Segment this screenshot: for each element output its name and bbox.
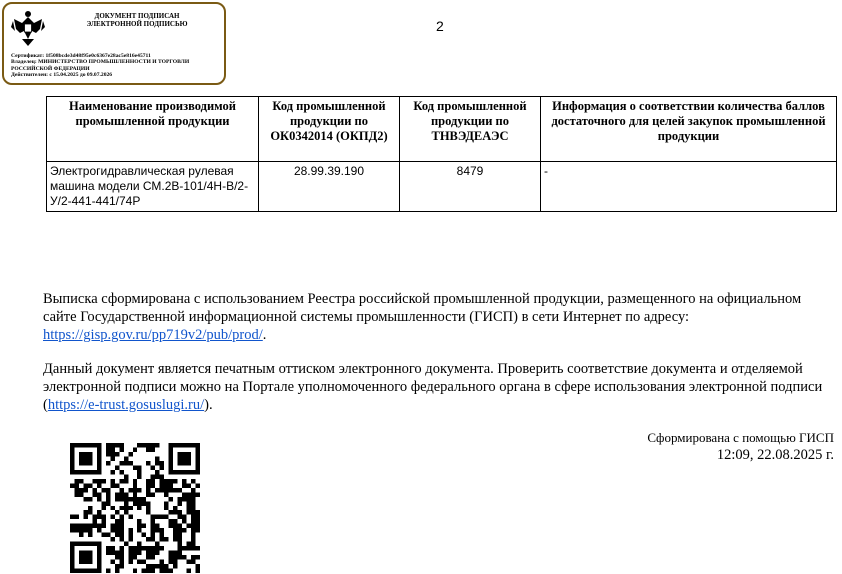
stamp-validity: Действителен: с 15.04.2025 до 09.07.2026: [11, 72, 113, 79]
stamp-owner: Владелец: МИНИСТЕРСТВО ПРОМЫШЛЕННОСТИ И ТОРГОВЛИ РОССИЙСКОЙ ФЕДЕРАЦИИ: [11, 59, 190, 72]
page-number: 2: [436, 18, 444, 34]
registry-paragraph: [43, 290, 833, 344]
table-row: [47, 162, 837, 212]
esign-tail: ).: [204, 397, 213, 413]
qr-code-icon: [70, 443, 200, 573]
cell-okpd2: 28.99.39.190: [259, 162, 400, 212]
header-points-info: Информация о соответствии количества баллов достаточного для целей закупок промышленной продукции: [541, 97, 837, 162]
table-header-row: [47, 97, 837, 162]
registry-text: Выписка сформирована с использованием Реестра российской промышленной продукции, размещенного на официальном сайте Государственной информационной системы промышленности (ГИСП) в сети Интернет по адресу:: [43, 291, 802, 325]
formed-by-label: Сформирована с помощью ГИСП: [647, 430, 834, 445]
header-okpd2: Код промышленной продукции по ОК0342014 (ОКПД2): [259, 97, 400, 162]
esign-text: Данный документ является печатным оттиском электронного документа. Проверить соответствие документа и отделяемой электронной подписи можно на Портале уполномоченного федерального органа в сфере использования электронной подписи (: [43, 361, 823, 413]
header-product-name: Наименование производимой промышленной продукции: [47, 97, 259, 162]
esign-paragraph: [43, 360, 833, 414]
stamp-certificate: Сертификат: 1f508bcde3d48f95e0c6367e28ac5e816e45711: [11, 53, 151, 59]
generated-info: [647, 430, 834, 464]
formed-datetime: 12:09, 22.08.2025 г.: [716, 447, 834, 463]
cell-product-name: Электрогидравлическая рулевая машина модели СМ.2В-101/4Н-В/2-У/2-441-441/74Р: [47, 162, 259, 212]
signature-stamp: [2, 2, 226, 85]
etrust-link[interactable]: https://e-trust.gosuslugi.ru/: [47, 397, 205, 413]
registry-tail: .: [262, 327, 267, 343]
cell-points-info: -: [541, 162, 837, 212]
products-table: [46, 96, 837, 212]
gisp-link[interactable]: https://gisp.gov.ru/pp719v2/pub/prod/: [43, 327, 263, 343]
stamp-title: ДОКУМЕНТ ПОДПИСАН ЭЛЕКТРОННОЙ ПОДПИСЬЮ: [86, 12, 188, 28]
cell-tnved: 8479: [400, 162, 541, 212]
coat-of-arms-icon: [10, 9, 46, 47]
stamp-info: [11, 53, 223, 79]
header-tnved: Код промышленной продукции по ТНВЭДЕАЭС: [400, 97, 541, 162]
